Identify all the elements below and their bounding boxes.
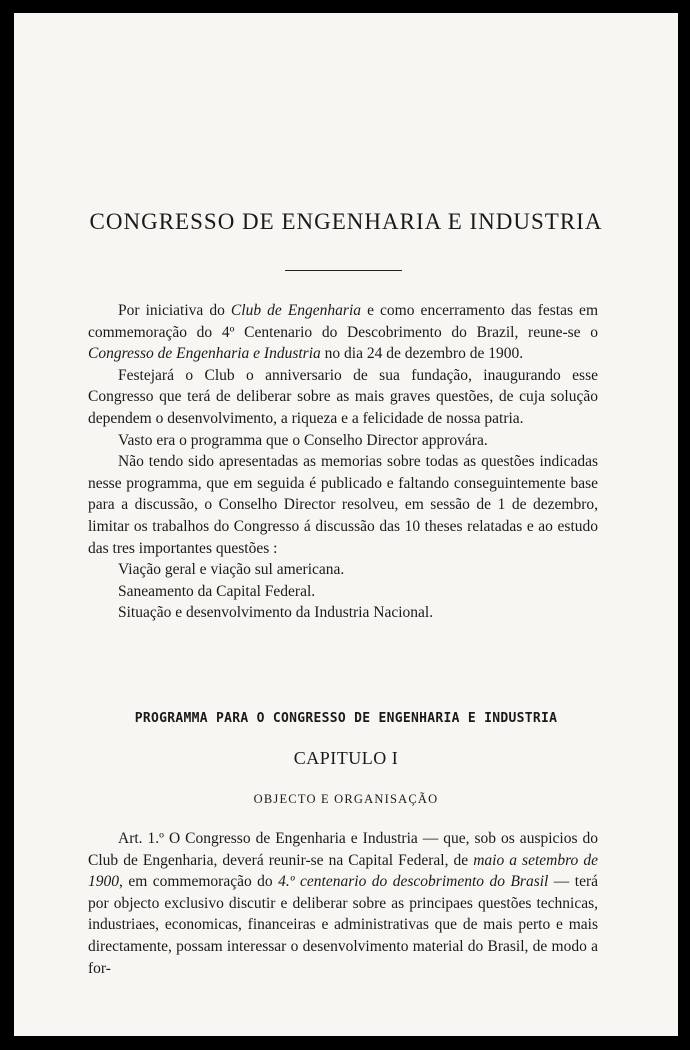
page-title: CONGRESSO DE ENGENHARIA E INDUSTRIA [89, 209, 603, 234]
intro-paragraph-3: Vasto era o programma que o Conselho Director approvára. [118, 431, 488, 449]
article-italic-date: maio a setembro de 1900 [88, 851, 598, 891]
article-text-b: , em commemoração do [119, 873, 279, 891]
intro-p1-italic-club: Club de Engenharia [230, 302, 362, 319]
list-item: Saneamento da Capital Federal. [118, 582, 316, 600]
document-page [14, 13, 678, 1036]
article-1-paragraph [88, 828, 598, 979]
article-section [88, 828, 598, 979]
intro-paragraph-4: Não tendo sido apresentadas as memorias sobre todas as questões indicadas nesse programma, que em seguida é publicado e faltando conseguintemente base para a discussão, o Conselho Director resolveu, em sessão de 1 de dezembro, limitar os trabalhos do Congresso á discussão das 10 theses relatadas e ao estudo das tres importantes questões : [88, 453, 598, 557]
article-text-a: Art. 1.º O Congresso de Engenharia e Industria — que, sob os auspicios do Club de Engenharia, deverá reunir-se na Capital Federal, de [88, 830, 598, 869]
title-divider [285, 270, 402, 271]
article-text-c: — terá por objecto exclusivo discutir e deliberar sobre as principaes questões technicas, industriaes, economicas, financeiras e administrativas que de mais perto e mais directamente, possam interessar o desenvolvimento material do Brasil, de modo a for- [88, 873, 598, 977]
intro-paragraph-1 [88, 300, 598, 365]
intro-p1-text-b: e como encerramento das festas em commemoração do 4º Centenario do Descobrimento do Brazil, reune-se o [88, 302, 598, 341]
intro-p1-text-a: Por iniciativa do [118, 302, 231, 319]
list-item: Viação geral e viação sul americana. [118, 561, 345, 579]
article-italic-centenario: 4.º centenario do descobrimento do Brasil [278, 873, 549, 891]
intro-paragraph-2: Festejará o Club o anniversario de sua fundação, inaugurando esse Congresso que terá de deliberar sobre as mais graves questões, de cuja solução dependem o desenvolvimento, a riqueza e a felicidade de nossa patria. [88, 366, 598, 427]
chapter-heading: CAPITULO I [293, 748, 399, 768]
chapter-subtitle: OBJECTO E ORGANISAÇÃO [253, 792, 439, 806]
intro-section [88, 300, 598, 624]
intro-p1-italic-congresso: Congresso de Engenharia e Industria [88, 345, 321, 363]
intro-p1-text-c: no dia 24 de dezembro de 1900. [320, 345, 524, 363]
programma-heading: PROGRAMMA PARA O CONGRESSO DE ENGENHARIA E INDUSTRIA [134, 711, 558, 726]
list-item: Situação e desenvolvimento da Industria Nacional. [118, 604, 434, 622]
